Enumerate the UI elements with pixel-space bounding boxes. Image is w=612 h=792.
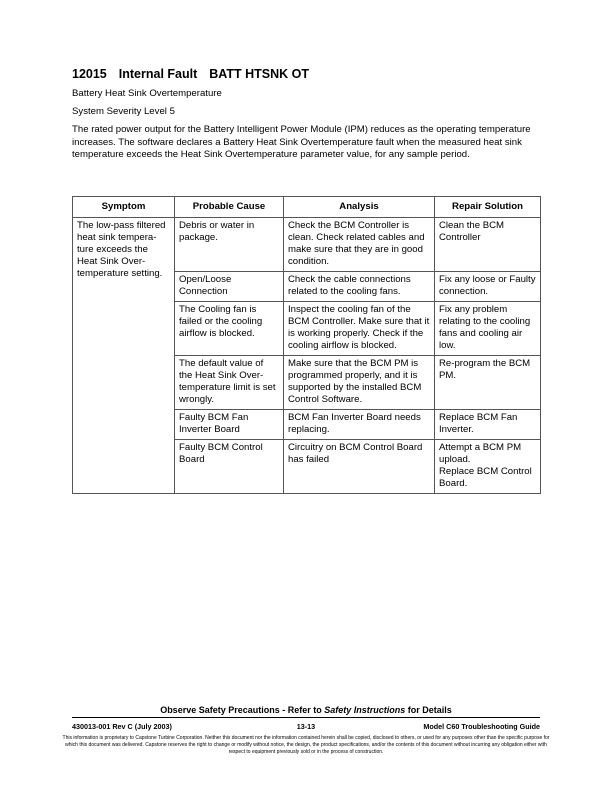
troubleshooting-table [72, 196, 541, 494]
repair-cell: Fix any problem relating to the cooling fans and cooling air low. [435, 302, 541, 356]
cause-cell: The Cooling fan is failed or the cooling airflow is blocked. [175, 302, 284, 356]
cause-cell: The default value of the Heat Sink Over-temperature limit is set wrongly. [175, 356, 284, 410]
analysis-cell: Circuitry on BCM Control Board has failed [284, 440, 435, 494]
document-number: 430013-001 Rev C (July 2003) [72, 722, 172, 731]
table-row [73, 218, 541, 272]
repair-cell: Clean the BCM Controller [435, 218, 541, 272]
fault-code: 12015 [72, 67, 107, 81]
safety-note-emphasis: Safety Instructions [324, 705, 406, 715]
analysis-cell: BCM Fan Inverter Board needs replacing. [284, 410, 435, 440]
fault-title: Internal Fault [118, 67, 198, 81]
header-repair-solution: Repair Solution [435, 197, 541, 218]
analysis-cell: Inspect the cooling fan of the BCM Controller. Make sure that it is working properly. Check if the cooling airflow is blocked. [284, 302, 435, 356]
severity-level: System Severity Level 5 [72, 106, 175, 117]
footer-info [72, 722, 540, 732]
cause-cell: Faulty BCM Control Board [175, 440, 284, 494]
cause-cell: Debris or water in package. [175, 218, 284, 272]
analysis-cell: Check the BCM Controller is clean. Check related cables and make sure that they are in good condition. [284, 218, 435, 272]
symptom-cell: The low-pass filtered heat sink tempera-ture exceeds the Heat Sink Over-temperature setting. [73, 218, 175, 494]
table-header-row [73, 197, 541, 218]
header-probable-cause: Probable Cause [175, 197, 284, 218]
header-symptom: Symptom [73, 197, 175, 218]
safety-note-suffix: for Details [405, 705, 452, 715]
repair-cell: Attempt a BCM PM upload. Replace BCM Control Board. [435, 440, 541, 494]
cause-cell: Open/Loose Connection [175, 272, 284, 302]
footer-divider [72, 717, 540, 718]
fault-heading [72, 67, 309, 81]
safety-note-prefix: Observe Safety Precautions - Refer to [160, 705, 325, 715]
repair-cell: Replace BCM Fan Inverter. [435, 410, 541, 440]
fault-tag: BATT HTSNK OT [209, 67, 310, 81]
fault-description: The rated power output for the Battery Intelligent Power Module (IPM) reduces as the operating temperature increases. The software declares a Battery Heat Sink Overtemperature fault when the measured heat sink temperature exceeds the Heat Sink Overtemperature parameter value, for any sample period. [72, 124, 531, 160]
fault-subtitle: Battery Heat Sink Overtemperature [72, 88, 222, 99]
repair-cell: Re-program the BCM PM. [435, 356, 541, 410]
safety-note [0, 705, 612, 715]
header-analysis: Analysis [284, 197, 435, 218]
manual-title: Model C60 Troubleshooting Guide [423, 722, 540, 731]
cause-cell: Faulty BCM Fan Inverter Board [175, 410, 284, 440]
proprietary-notice: This information is proprietary to Capstone Turbine Corporation. Neither this document nor the information contained herein shall be copied, disclosed to others, or used for any purposes other than the specific purpose for which this document was delivered. Capstone reserves the right to change or modify without notice, the design, the product specifications, and/or the contents of this document without incurring any obligation either with respect to equipment previously sold or in the process of construction. [62, 735, 550, 755]
analysis-cell: Make sure that the BCM PM is programmed properly, and it is supported by the installed BCM Control Software. [284, 356, 435, 410]
repair-cell: Fix any loose or Faulty connection. [435, 272, 541, 302]
analysis-cell: Check the cable connections related to the cooling fans. [284, 272, 435, 302]
page-number: 13-13 [296, 722, 316, 731]
